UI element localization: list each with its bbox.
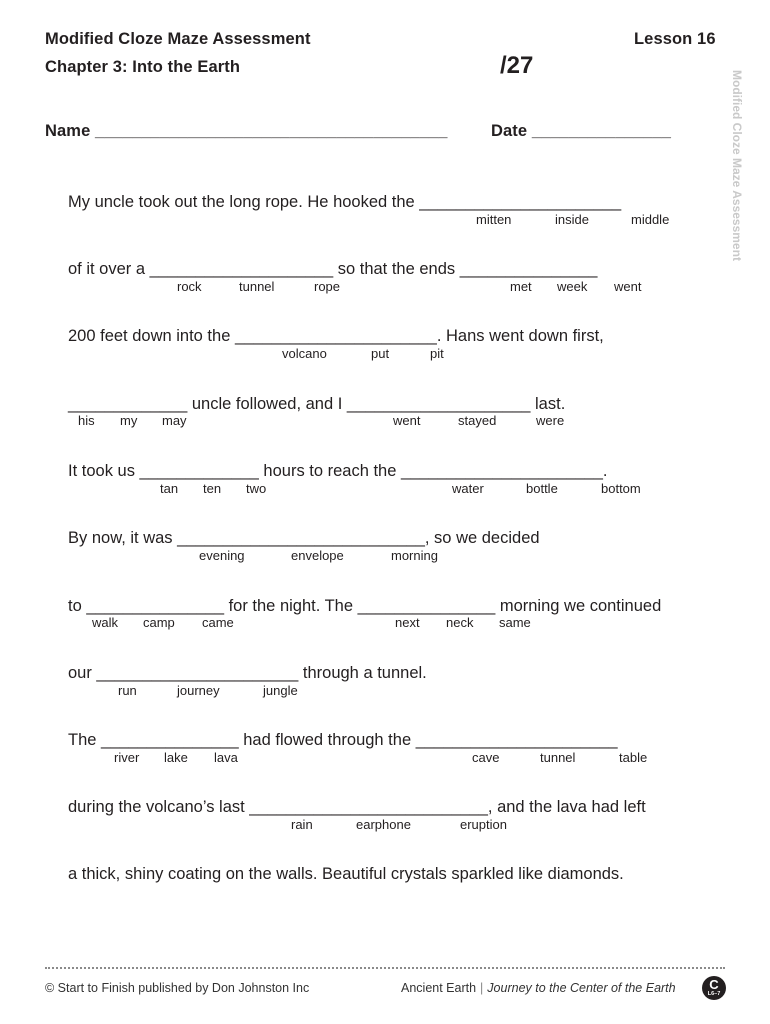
badge-level: L6–7 bbox=[707, 991, 721, 997]
choice-word[interactable]: run bbox=[118, 683, 137, 698]
assessment-title: Modified Cloze Maze Assessment bbox=[45, 30, 311, 48]
choice-word[interactable]: envelope bbox=[291, 548, 344, 563]
choice-word[interactable]: lake bbox=[164, 750, 188, 765]
lesson-label: Lesson 16 bbox=[634, 30, 716, 48]
choice-word[interactable]: same bbox=[499, 615, 531, 630]
choice-word[interactable]: middle bbox=[631, 212, 670, 227]
choice-word[interactable]: week bbox=[557, 279, 588, 294]
choice-word[interactable]: his bbox=[78, 413, 95, 428]
choice-word[interactable]: lava bbox=[214, 750, 238, 765]
choice-word[interactable]: my bbox=[120, 413, 138, 428]
choice-word[interactable]: bottle bbox=[526, 481, 558, 496]
choice-word[interactable]: camp bbox=[143, 615, 175, 630]
choice-word[interactable]: journey bbox=[177, 683, 220, 698]
choice-word[interactable]: bottom bbox=[601, 481, 641, 496]
passage-line-5: It took us _____________ hours to reach the ______________________. bbox=[68, 462, 608, 480]
choice-word[interactable]: tan bbox=[160, 481, 179, 496]
choice-word[interactable]: cave bbox=[472, 750, 500, 765]
passage-line-8: our ______________________ through a tunnel. bbox=[68, 664, 427, 682]
passage-line-1: My uncle took out the long rope. He hooked the ______________________ bbox=[68, 193, 622, 211]
choice-word[interactable]: morning bbox=[391, 548, 438, 563]
date-line: Date _______________ bbox=[491, 122, 671, 140]
choice-word[interactable]: mitten bbox=[476, 212, 512, 227]
choice-word[interactable]: may bbox=[162, 413, 187, 428]
choice-word[interactable]: two bbox=[246, 481, 267, 496]
footer-divider bbox=[45, 967, 725, 969]
choice-word[interactable]: came bbox=[202, 615, 234, 630]
score-total: /27 bbox=[500, 52, 534, 79]
choice-word[interactable]: eruption bbox=[460, 817, 507, 832]
choice-word[interactable]: put bbox=[371, 346, 390, 361]
choice-word[interactable]: went bbox=[393, 413, 421, 428]
passage-line-2: of it over a ____________________ so that the ends _______________ bbox=[68, 260, 598, 278]
choice-word[interactable]: river bbox=[114, 750, 140, 765]
sidebar-vertical-title: Modified Cloze Maze Assessment bbox=[730, 70, 744, 261]
choice-word[interactable]: neck bbox=[446, 615, 474, 630]
choice-word[interactable]: walk bbox=[92, 615, 119, 630]
choice-word[interactable]: inside bbox=[555, 212, 589, 227]
copyright: © Start to Finish published by Don Johnston Inc bbox=[45, 981, 310, 995]
book-credit bbox=[401, 981, 676, 995]
passage-line-6: By now, it was ___________________________, so we decided bbox=[68, 529, 540, 547]
name-line: Name ______________________________________ bbox=[45, 122, 448, 140]
choice-word[interactable]: went bbox=[614, 279, 642, 294]
passage-line-4: _____________ uncle followed, and I ____________________ last. bbox=[68, 395, 566, 413]
book-title: Journey to the Center of the Earth bbox=[487, 981, 676, 995]
footer-separator: | bbox=[480, 981, 484, 995]
choice-word[interactable]: stayed bbox=[458, 413, 497, 428]
badge-letter: C bbox=[709, 977, 719, 992]
level-badge-icon bbox=[702, 976, 726, 1000]
choice-word[interactable]: ten bbox=[203, 481, 222, 496]
choice-word[interactable]: volcano bbox=[282, 346, 327, 361]
passage-line-10: during the volcano’s last __________________________, and the lava had left bbox=[68, 798, 646, 816]
choice-word[interactable]: rain bbox=[291, 817, 313, 832]
choice-word[interactable]: next bbox=[395, 615, 420, 630]
choice-word[interactable]: rock bbox=[177, 279, 202, 294]
passage-line-9: The _______________ had flowed through the ______________________ bbox=[68, 731, 618, 749]
choice-word[interactable]: met bbox=[510, 279, 532, 294]
chapter-title: Chapter 3: Into the Earth bbox=[45, 58, 241, 76]
passage-line-3: 200 feet down into the ______________________. Hans went down first, bbox=[68, 327, 604, 345]
series-name: Ancient Earth bbox=[401, 981, 477, 995]
choice-word[interactable]: tunnel bbox=[239, 279, 275, 294]
passage-line-11: a thick, shiny coating on the walls. Beautiful crystals sparkled like diamonds. bbox=[68, 865, 624, 883]
name-field[interactable] bbox=[45, 122, 448, 141]
date-field[interactable] bbox=[491, 122, 671, 141]
choice-word[interactable]: pit bbox=[430, 346, 444, 361]
choice-word[interactable]: tunnel bbox=[540, 750, 576, 765]
choice-word[interactable]: were bbox=[536, 413, 565, 428]
choice-word[interactable]: table bbox=[619, 750, 648, 765]
choice-word[interactable]: earphone bbox=[356, 817, 411, 832]
choice-word[interactable]: rope bbox=[314, 279, 341, 294]
passage-line-7: to _______________ for the night. The _______________ morning we continued bbox=[68, 597, 662, 615]
choice-word[interactable]: evening bbox=[199, 548, 245, 563]
choice-word[interactable]: jungle bbox=[263, 683, 298, 698]
choice-word[interactable]: water bbox=[452, 481, 484, 496]
